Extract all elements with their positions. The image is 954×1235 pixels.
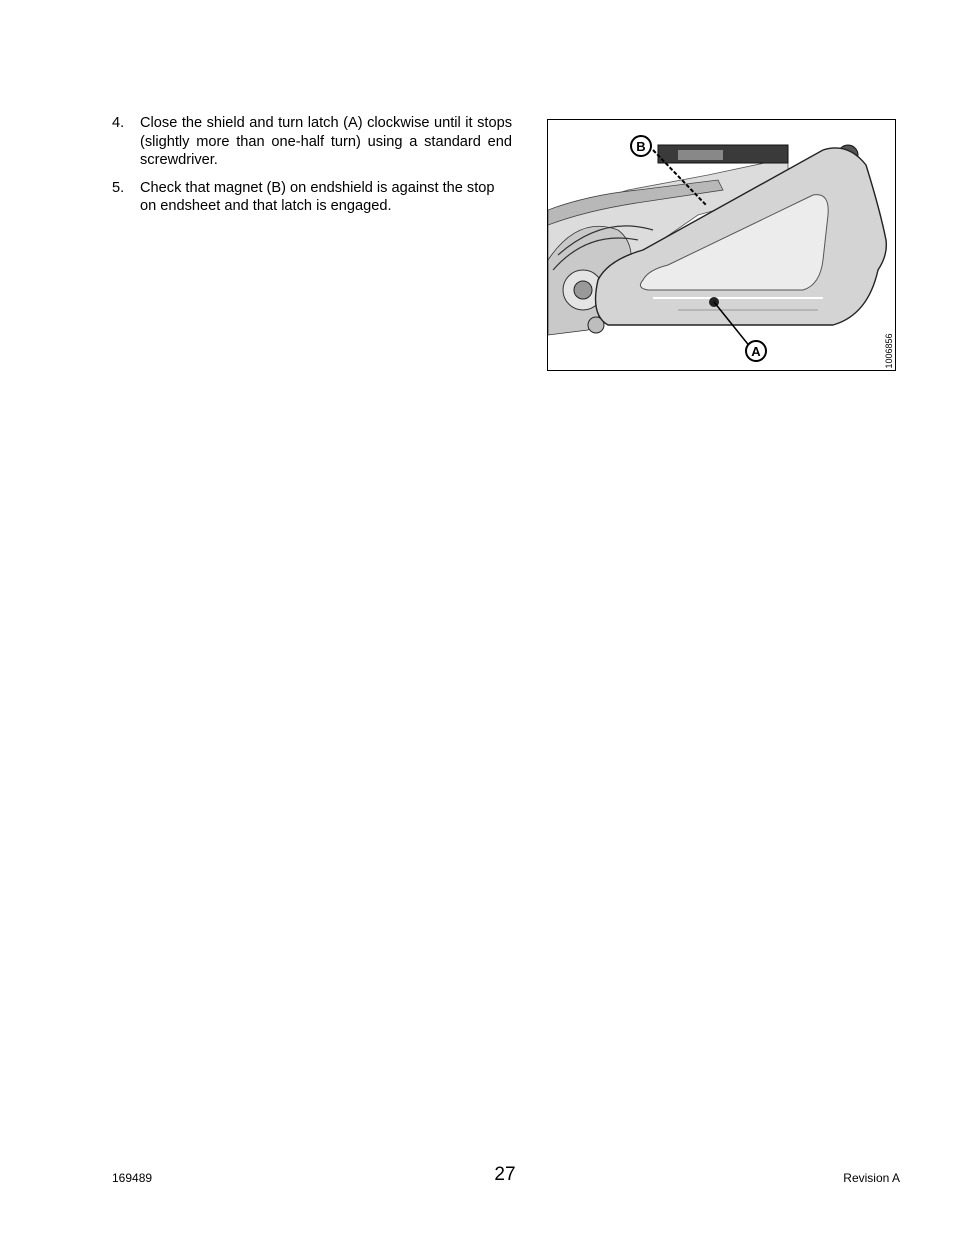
- page-number: 27: [494, 1164, 516, 1185]
- step-5: [112, 179, 512, 216]
- step-text: Check that magnet (B) on endshield is against the stop on endsheet and that latch is engaged.: [140, 179, 495, 215]
- figure-id: 1006856: [884, 333, 894, 369]
- step-number: 4.: [112, 115, 125, 131]
- step-number: 5.: [112, 179, 125, 196]
- doc-number: 169489: [112, 1171, 153, 1185]
- callout-a: A: [745, 340, 767, 362]
- step-text: Close the shield and turn latch (A) clockwise until it stops (slightly more than one-half turn) using a standard end screwdriver.: [140, 115, 512, 169]
- endshield-illustration: [547, 119, 896, 371]
- procedure-steps: [112, 114, 512, 225]
- callout-b: B: [630, 135, 652, 157]
- endshield-drawing: [548, 120, 896, 371]
- step-4: [112, 114, 512, 170]
- revision-label: Revision A: [843, 1171, 900, 1185]
